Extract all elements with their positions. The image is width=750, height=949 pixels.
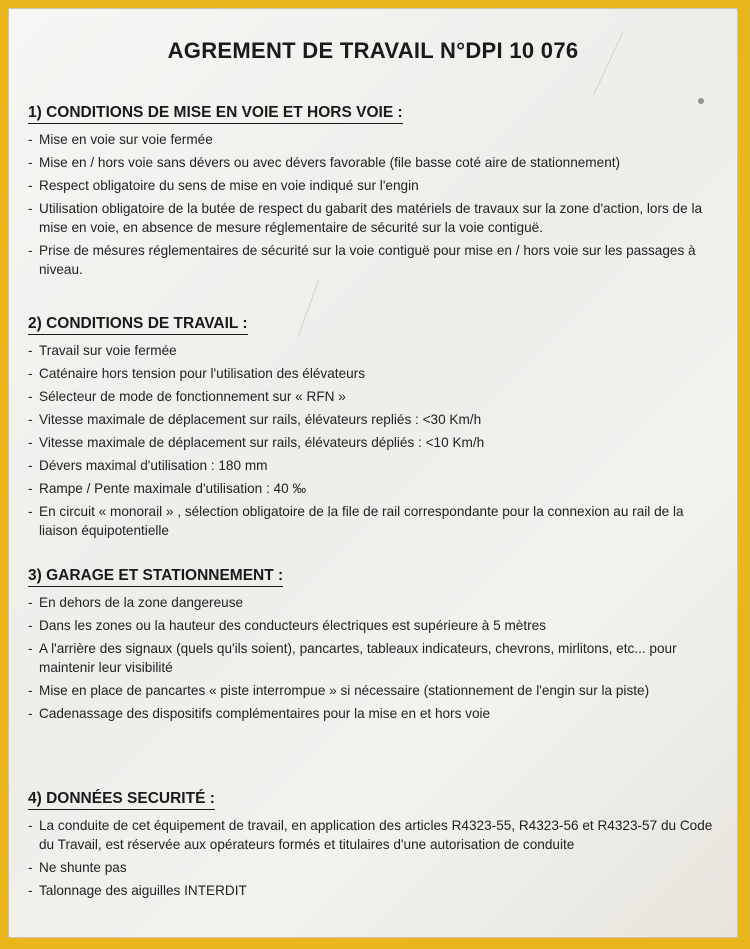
list-item: - Caténaire hors tension pour l'utilisation des élévateurs (28, 364, 720, 383)
list-item: - Prise de mésures réglementaires de sécurité sur la voie contiguë pour mise en / hors voie sur les passages à niveau. (28, 241, 720, 279)
list-item: - Sélecteur de mode de fonctionnement sur « RFN » (28, 387, 720, 406)
item-list (28, 816, 720, 900)
list-item: - A l'arrière des signaux (quels qu'ils soient), pancartes, tableaux indicateurs, chevrons, mirlitons, etc... pour maintenir leur visibilité (28, 639, 720, 677)
list-item: - Rampe / Pente maximale d'utilisation : 40 ‰ (28, 479, 720, 498)
list-item: - Dévers maximal d'utilisation : 180 mm (28, 456, 720, 475)
list-item: - Mise en voie sur voie fermée (28, 130, 720, 149)
list-item: - Dans les zones ou la hauteur des conducteurs électriques est supérieure à 5 mètres (28, 616, 720, 635)
sign-plate (8, 8, 738, 938)
item-list (28, 593, 720, 723)
section-heading: 2) CONDITIONS DE TRAVAIL : (28, 315, 248, 335)
list-item: - Vitesse maximale de déplacement sur rails, élévateurs dépliés : <10 Km/h (28, 433, 720, 452)
section-heading: 1) CONDITIONS DE MISE EN VOIE ET HORS VOIE : (28, 104, 403, 124)
list-item: - Travail sur voie fermée (28, 341, 720, 360)
section-conditions-travail (28, 315, 720, 544)
list-item: - Talonnage des aiguilles INTERDIT (28, 881, 720, 900)
list-item: - En dehors de la zone dangereuse (28, 593, 720, 612)
section-securite (28, 790, 720, 904)
list-item: - En circuit « monorail » , sélection obligatoire de la file de rail correspondante pour la connexion au rail de la liaison équipotentielle (28, 502, 720, 540)
item-list (28, 130, 720, 279)
list-item: - Mise en / hors voie sans dévers ou avec dévers favorable (file basse coté aire de stationnement) (28, 153, 720, 172)
list-item: - La conduite de cet équipement de travail, en application des articles R4323-55, R4323-56 et R4323-57 du Code du Travail, est réservée aux opérateurs formés et titulaires d'une autorisation de conduite (28, 816, 720, 854)
section-heading: 3) GARAGE ET STATIONNEMENT : (28, 567, 283, 587)
section-heading: 4) DONNÉES SECURITÉ : (28, 790, 215, 810)
list-item: - Mise en place de pancartes « piste interrompue » si nécessaire (stationnement de l'engin sur la piste) (28, 681, 720, 700)
list-item: - Respect obligatoire du sens de mise en voie indiqué sur l'engin (28, 176, 720, 195)
list-item: - Cadenassage des dispositifs complémentaires pour la mise en et hors voie (28, 704, 720, 723)
sign-title: AGREMENT DE TRAVAIL N°DPI 10 076 (167, 38, 579, 63)
item-list (28, 341, 720, 540)
list-item: - Utilisation obligatoire de la butée de respect du gabarit des matériels de travaux sur la zone d'action, lors de la mise en voie, en absence de mesure réglementaire de sécurité sur la voie contiguë. (28, 199, 720, 237)
section-mise-en-voie (28, 104, 720, 283)
section-garage (28, 567, 720, 727)
list-item: - Vitesse maximale de déplacement sur rails, élévateurs repliés : <30 Km/h (28, 410, 720, 429)
list-item: - Ne shunte pas (28, 858, 720, 877)
